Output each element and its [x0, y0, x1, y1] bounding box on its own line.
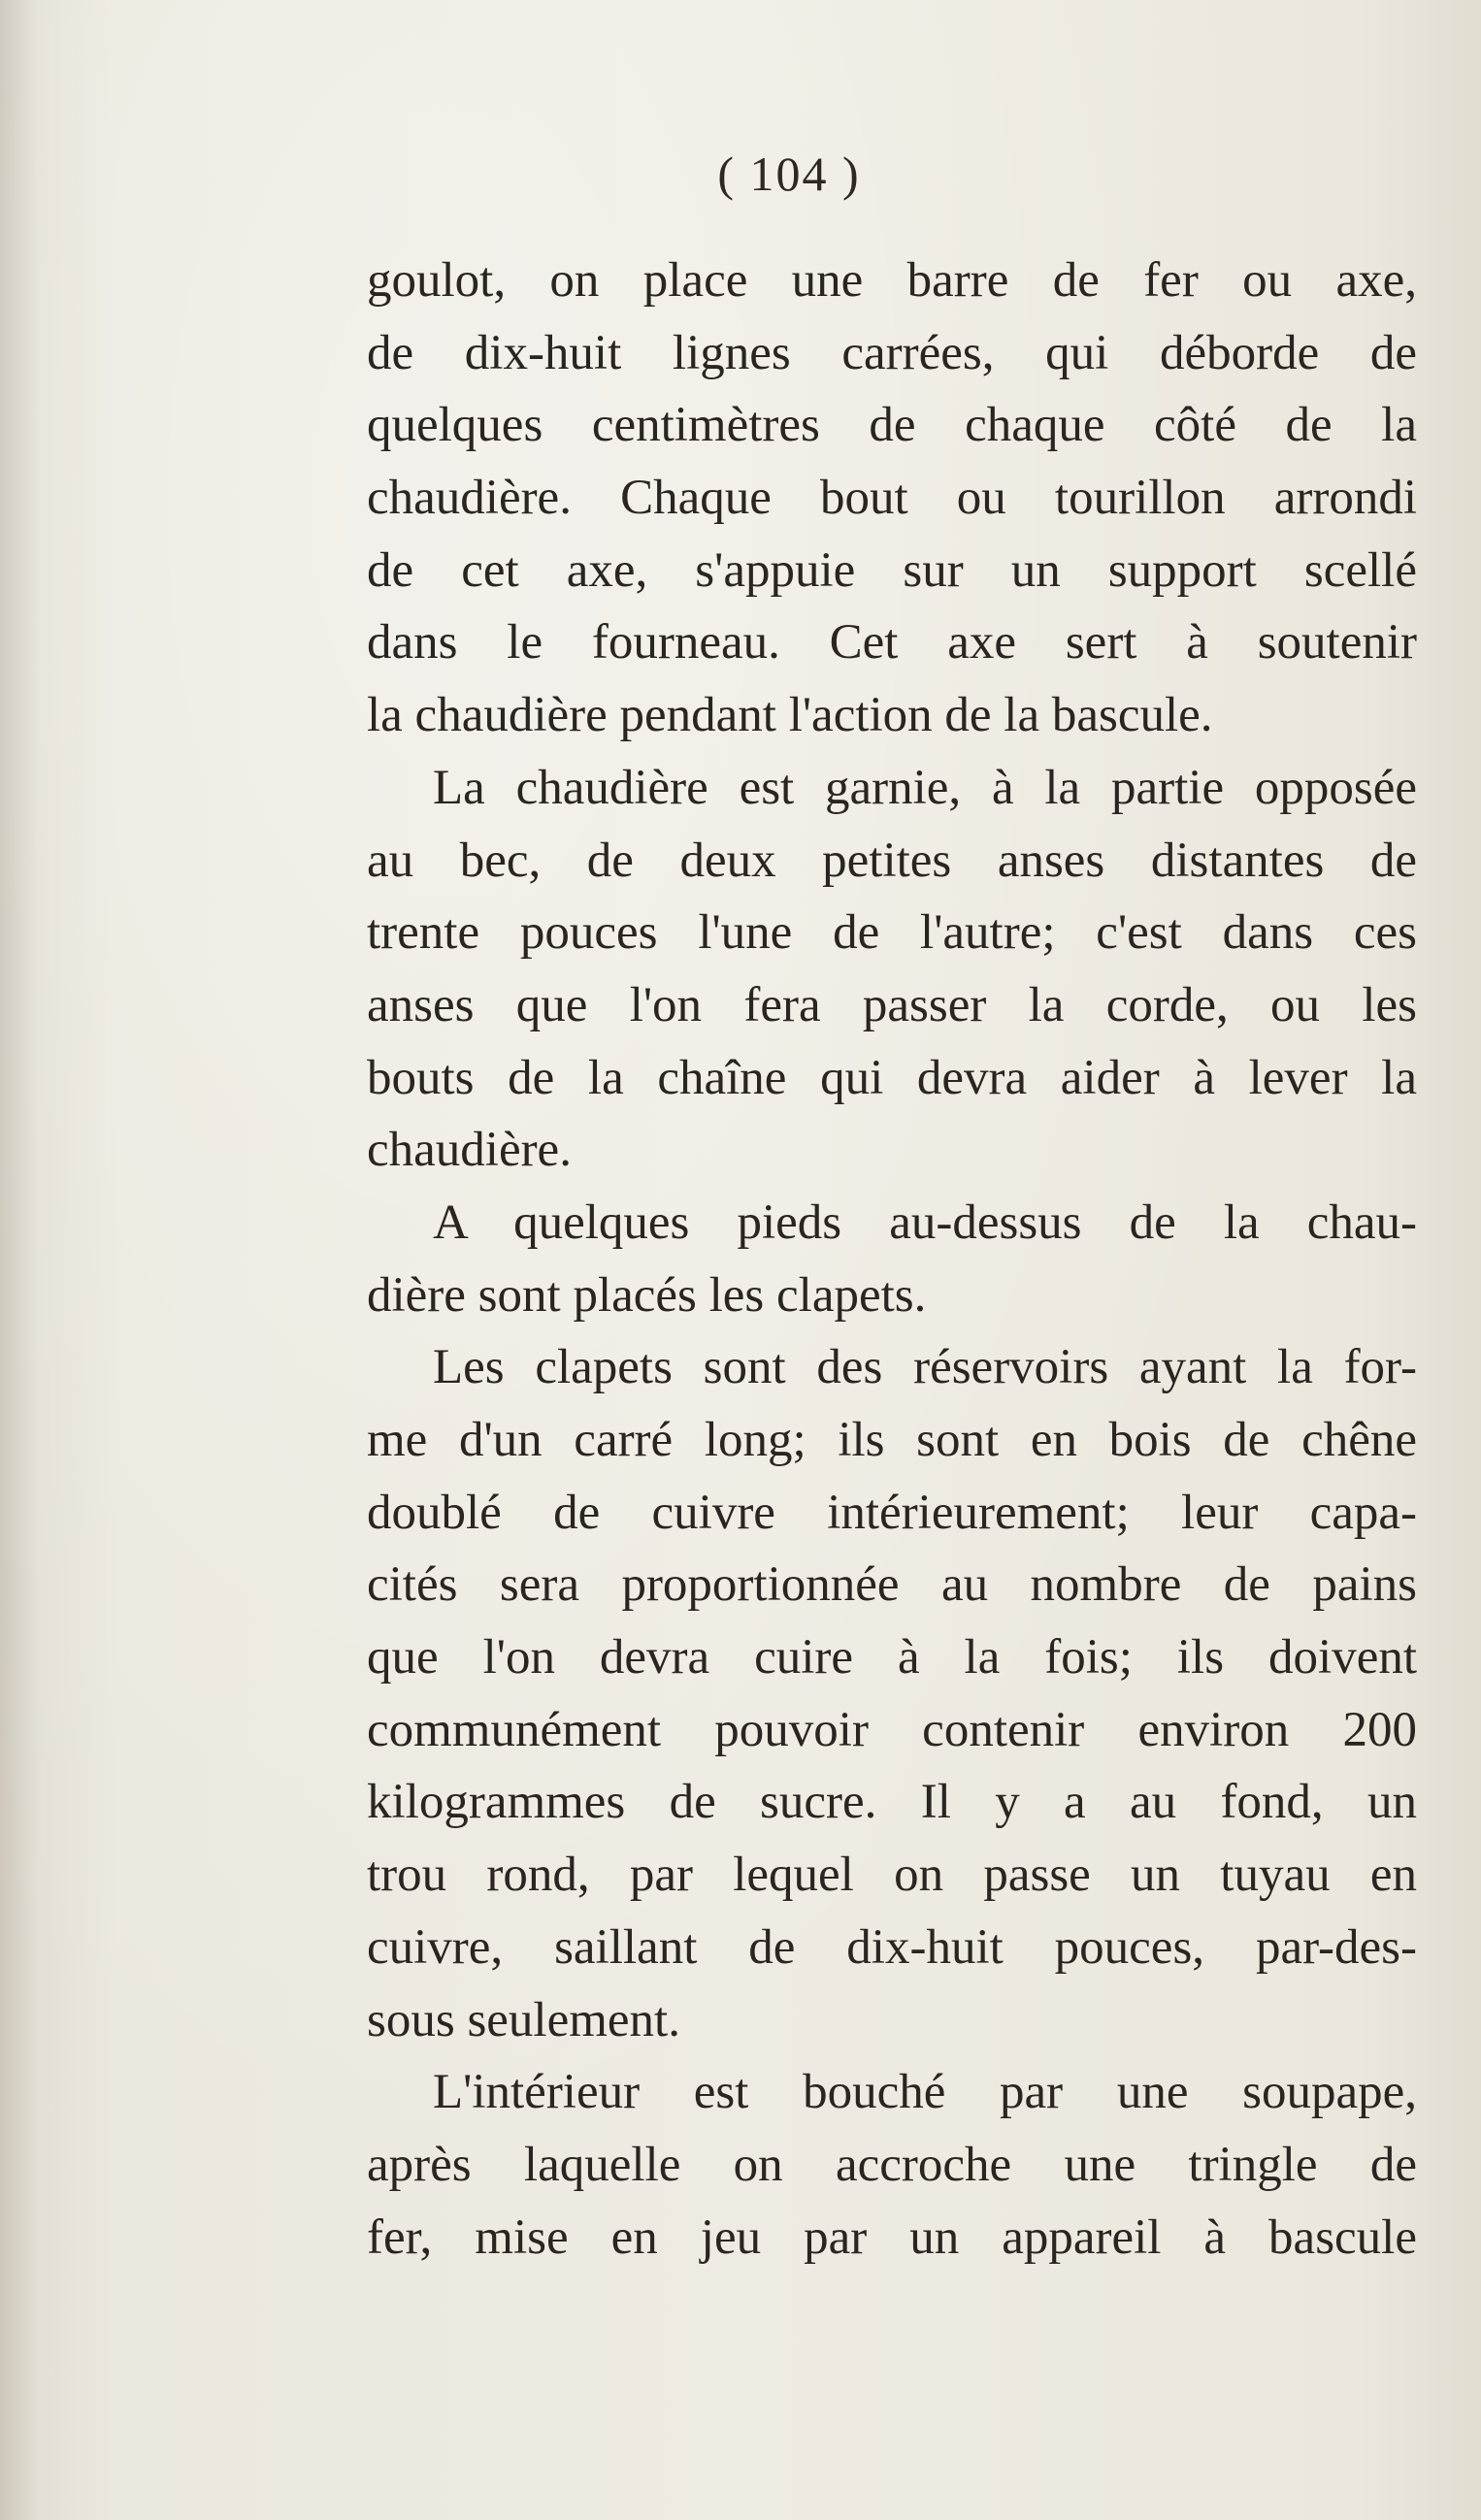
- text-line: cuivre, saillant de dix-huit pouces, par-des-: [367, 1919, 1417, 1975]
- text-line: dans le fourneau. Cet axe sert à soutenir: [367, 615, 1417, 671]
- text-line: bouts de la chaîne qui devra aider à lever la: [367, 1050, 1417, 1105]
- text-line: que l'on devra cuire à la fois; ils doivent: [367, 1630, 1417, 1685]
- paragraph-start-line: L'intérieur est bouché par une soupape,: [433, 2065, 1417, 2120]
- paragraph-start-line: Les clapets sont des réservoirs ayant la for-: [433, 1340, 1417, 1395]
- text-line: chaudière.: [367, 1123, 572, 1178]
- text-line: communément pouvoir contenir environ 200: [367, 1702, 1417, 1757]
- text-line: dière sont placés les clapets.: [367, 1267, 927, 1323]
- text-line: de cet axe, s'appuie sur un support scellé: [367, 542, 1417, 598]
- text-line: fer, mise en jeu par un appareil à bascule: [367, 2209, 1417, 2265]
- body-text: [367, 245, 1417, 2274]
- text-line: cités sera proportionnée au nombre de pains: [367, 1557, 1417, 1613]
- text-line: après laquelle on accroche une tringle de: [367, 2137, 1417, 2192]
- text-line: doublé de cuivre intérieurement; leur capa-: [367, 1485, 1417, 1540]
- text-line: au bec, de deux petites anses distantes de: [367, 833, 1417, 888]
- text-line: me d'un carré long; ils sont en bois de chêne: [367, 1413, 1417, 1467]
- text-line: chaudière. Chaque bout ou tourillon arrondi: [367, 471, 1417, 526]
- text-line: quelques centimètres de chaque côté de la: [367, 398, 1417, 453]
- text-line: goulot, on place une barre de fer ou axe,: [367, 253, 1417, 308]
- page-number: ( 104 ): [717, 147, 861, 201]
- text-line: de dix-huit lignes carrées, qui déborde de: [367, 325, 1417, 380]
- text-line: sous seulement.: [367, 1992, 680, 2047]
- text-line: trente pouces l'une de l'autre; c'est dans ces: [367, 905, 1417, 961]
- text-line: la chaudière pendant l'action de la bascule.: [367, 688, 1213, 743]
- paragraph-start-line: La chaudière est garnie, à la partie opposée: [433, 760, 1417, 815]
- text-line: kilogrammes de sucre. Il y a au fond, un: [367, 1775, 1417, 1830]
- paragraph-start-line: A quelques pieds au-dessus de la chau-: [433, 1195, 1417, 1250]
- text-line: anses que l'on fera passer la corde, ou les: [367, 977, 1417, 1032]
- text-line: trou rond, par lequel on passe un tuyau en: [367, 1848, 1417, 1903]
